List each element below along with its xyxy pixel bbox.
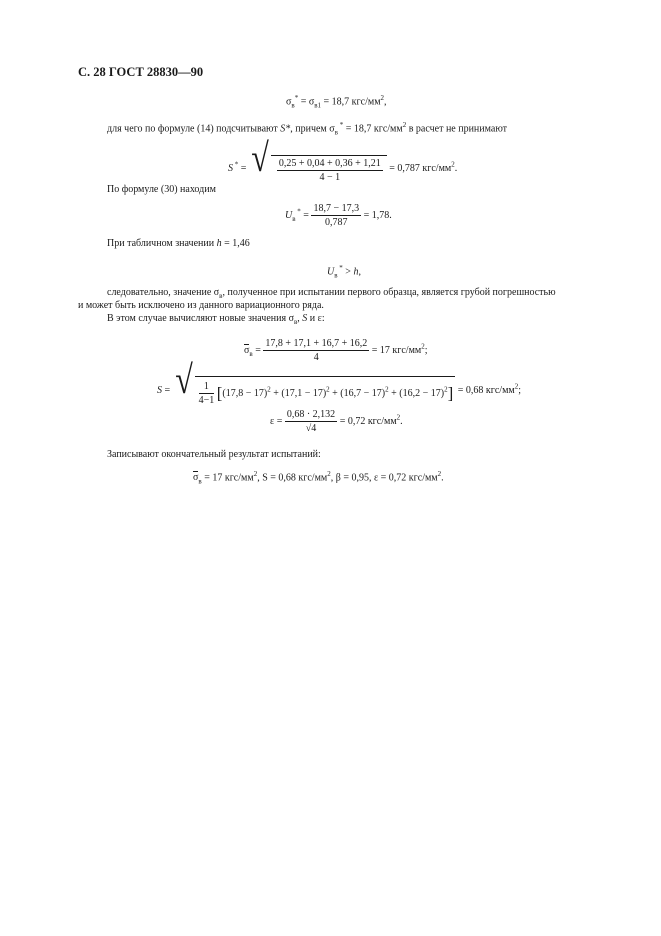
eq3-eq: = (300, 209, 312, 221)
eq5-den: 4 (313, 352, 319, 363)
eq8-d-sup: 2 (437, 470, 442, 478)
page-header: С. 28 ГОСТ 28830—90 (78, 65, 204, 79)
eq6-sq4: 2 (444, 385, 448, 394)
sqrt-icon: √ (174, 357, 193, 402)
right-bracket-icon: ] (447, 383, 454, 403)
para5-b: , (297, 313, 303, 324)
eq8-d: , β = 0,95, ε = 0,72 кгс/мм (330, 472, 438, 484)
para5-a: В этом случае вычисляют новые значения σ (107, 313, 294, 324)
eq8-a: σ (193, 472, 199, 484)
eq7-rhs-sup: 2 (396, 413, 401, 422)
eq5-lhs-sub: в (249, 349, 253, 358)
eq6-rhs: = 0,68 кгс/мм (455, 385, 515, 396)
eq6-tail: ; (518, 385, 522, 396)
eq7-lhs: ε (270, 415, 275, 427)
eq8-c: , S = 0,68 кгс/мм (257, 472, 328, 484)
eq4-lhs-sub: в (334, 271, 338, 280)
para1-d-sup: 2 (402, 121, 407, 129)
eq6-t1: (17,8 − 17) (222, 387, 268, 399)
eq4-lhs-sup: * (337, 264, 343, 272)
eq8-b-sup: 2 (253, 470, 258, 478)
para1-a: для чего по формуле (14) подсчитывают (107, 123, 281, 135)
eq1-mid: = σ (298, 96, 315, 108)
para1-c: , причем σ (290, 123, 335, 135)
eq6-sq2: 2 (326, 385, 330, 394)
para1-e: в расчет не принимают (406, 123, 508, 135)
para4-a-sub: в (219, 292, 223, 300)
eq6-fden: 4−1 (198, 394, 215, 406)
eq7-den: √4 (305, 423, 317, 434)
eq6-eq: = (162, 385, 173, 396)
eq6-t2: + (17,1 − 17) (270, 387, 327, 399)
eq4-lhs: U (327, 266, 335, 278)
eq5-rhs-sup: 2 (421, 342, 425, 351)
eq4-tail: , (358, 266, 361, 278)
paragraph-conclusion-line1 (107, 287, 556, 300)
eq2-eq: = (238, 163, 247, 174)
paragraph-new-values (107, 313, 325, 326)
equation-sigma-v1 (286, 94, 387, 109)
eq3-fraction (311, 203, 361, 228)
eq6-t3: + (16,7 − 17) (329, 387, 386, 399)
eq7-tail: . (400, 415, 403, 427)
eq7-rhs: = 0,72 кгс/мм (337, 415, 397, 427)
eq3-lhs-sup: * (295, 207, 301, 216)
eq6-rhs-sup: 2 (514, 382, 519, 391)
eq2-num: 0,25 + 0,04 + 0,36 + 1,21 (278, 157, 381, 169)
eq3-den: 0,787 (325, 217, 348, 228)
eq2-rhs-sup: 2 (451, 160, 455, 169)
eq5-lhs: σ (244, 344, 250, 356)
eq5-num: 17,8 + 17,1 + 16,7 + 16,2 (265, 338, 368, 349)
eq1-mid-sub: в1 (314, 101, 322, 110)
paragraph-conclusion-line2: и может быть исключено из данного вариационного ряда. (78, 300, 324, 311)
eq2-rhs: = 0,787 кгс/мм (386, 163, 452, 174)
eq6-t4: + (16,2 − 17) (388, 387, 445, 399)
eq4-rel: > (342, 266, 354, 278)
para1-b: S* (280, 123, 291, 135)
eq7-fraction (285, 409, 337, 434)
eq5-rhs: = 17 кгс/мм (369, 344, 422, 356)
eq2-fraction (271, 155, 387, 183)
eq6-fraction (199, 381, 215, 406)
eq8-e: . (441, 472, 444, 484)
equation-u-greater-h (327, 264, 361, 279)
eq1-sub: в (291, 101, 295, 110)
equation-u-star (285, 203, 392, 228)
sqrt-icon: √ (251, 135, 269, 180)
para3-c: = 1,46 (221, 238, 250, 249)
eq2-lhs: S (228, 163, 233, 174)
paragraph-formula-30: По формуле (30) находим (107, 184, 216, 195)
eq6-sq3: 2 (385, 385, 389, 394)
paragraph-final-result: Записывают окончательный результат испытаний: (107, 449, 321, 460)
eq6-fnum: 1 (199, 381, 215, 394)
equation-s-new (157, 357, 522, 406)
equation-epsilon (270, 409, 403, 434)
eq7-num: 0,68 · 2,132 (286, 409, 336, 420)
eq1-sup: * (294, 94, 299, 102)
para5-a-sub: в (293, 318, 298, 326)
eq6-sq1: 2 (267, 385, 271, 394)
eq2-lhs-sup: * (233, 160, 239, 169)
para4-b: , полученное при испытании первого образца, является грубой погрешностью (222, 287, 556, 298)
eq5-eq: = (252, 344, 264, 356)
para1-c-sub: в (334, 128, 338, 137)
eq5-tail: ; (424, 344, 428, 356)
equation-final (193, 470, 444, 485)
eq1-rhs-sup: 2 (380, 94, 385, 102)
eq8-a-sub: в (198, 477, 202, 486)
eq1-rhs: = 18,7 кгс/мм (321, 96, 381, 108)
eq8-c-sup: 2 (327, 470, 331, 478)
eq3-lhs-sub: в (292, 214, 296, 223)
eq2-tail: . (454, 163, 458, 174)
left-bracket-icon: [ (216, 383, 223, 403)
para4-a: следовательно, значение σ (107, 287, 220, 298)
para3-b: h (216, 238, 222, 249)
paragraph-s-star (107, 121, 507, 136)
eq3-lhs: U (285, 209, 293, 221)
eq6-lhs: S (157, 385, 162, 396)
eq3-rhs: = 1,78. (361, 209, 392, 221)
eq1-lhs: σ (286, 96, 292, 108)
eq2-den: 4 − 1 (319, 171, 341, 183)
para5-d: и ε: (307, 313, 325, 324)
para1-d: = 18,7 кгс/мм (343, 123, 403, 135)
equation-s-star (228, 135, 458, 183)
eq6-radicand (195, 376, 456, 406)
para3-a: При табличном значении (107, 238, 217, 249)
eq3-num: 18,7 − 17,3 (313, 203, 360, 214)
paragraph-table-value (107, 238, 250, 249)
eq1-tail: , (384, 96, 387, 108)
eq7-eq: = (274, 415, 285, 427)
eq8-b: = 17 кгс/мм (201, 472, 254, 484)
eq4-rhs: h (353, 266, 359, 278)
para1-c-sup: * (337, 121, 344, 129)
para5-c: S (302, 313, 308, 324)
